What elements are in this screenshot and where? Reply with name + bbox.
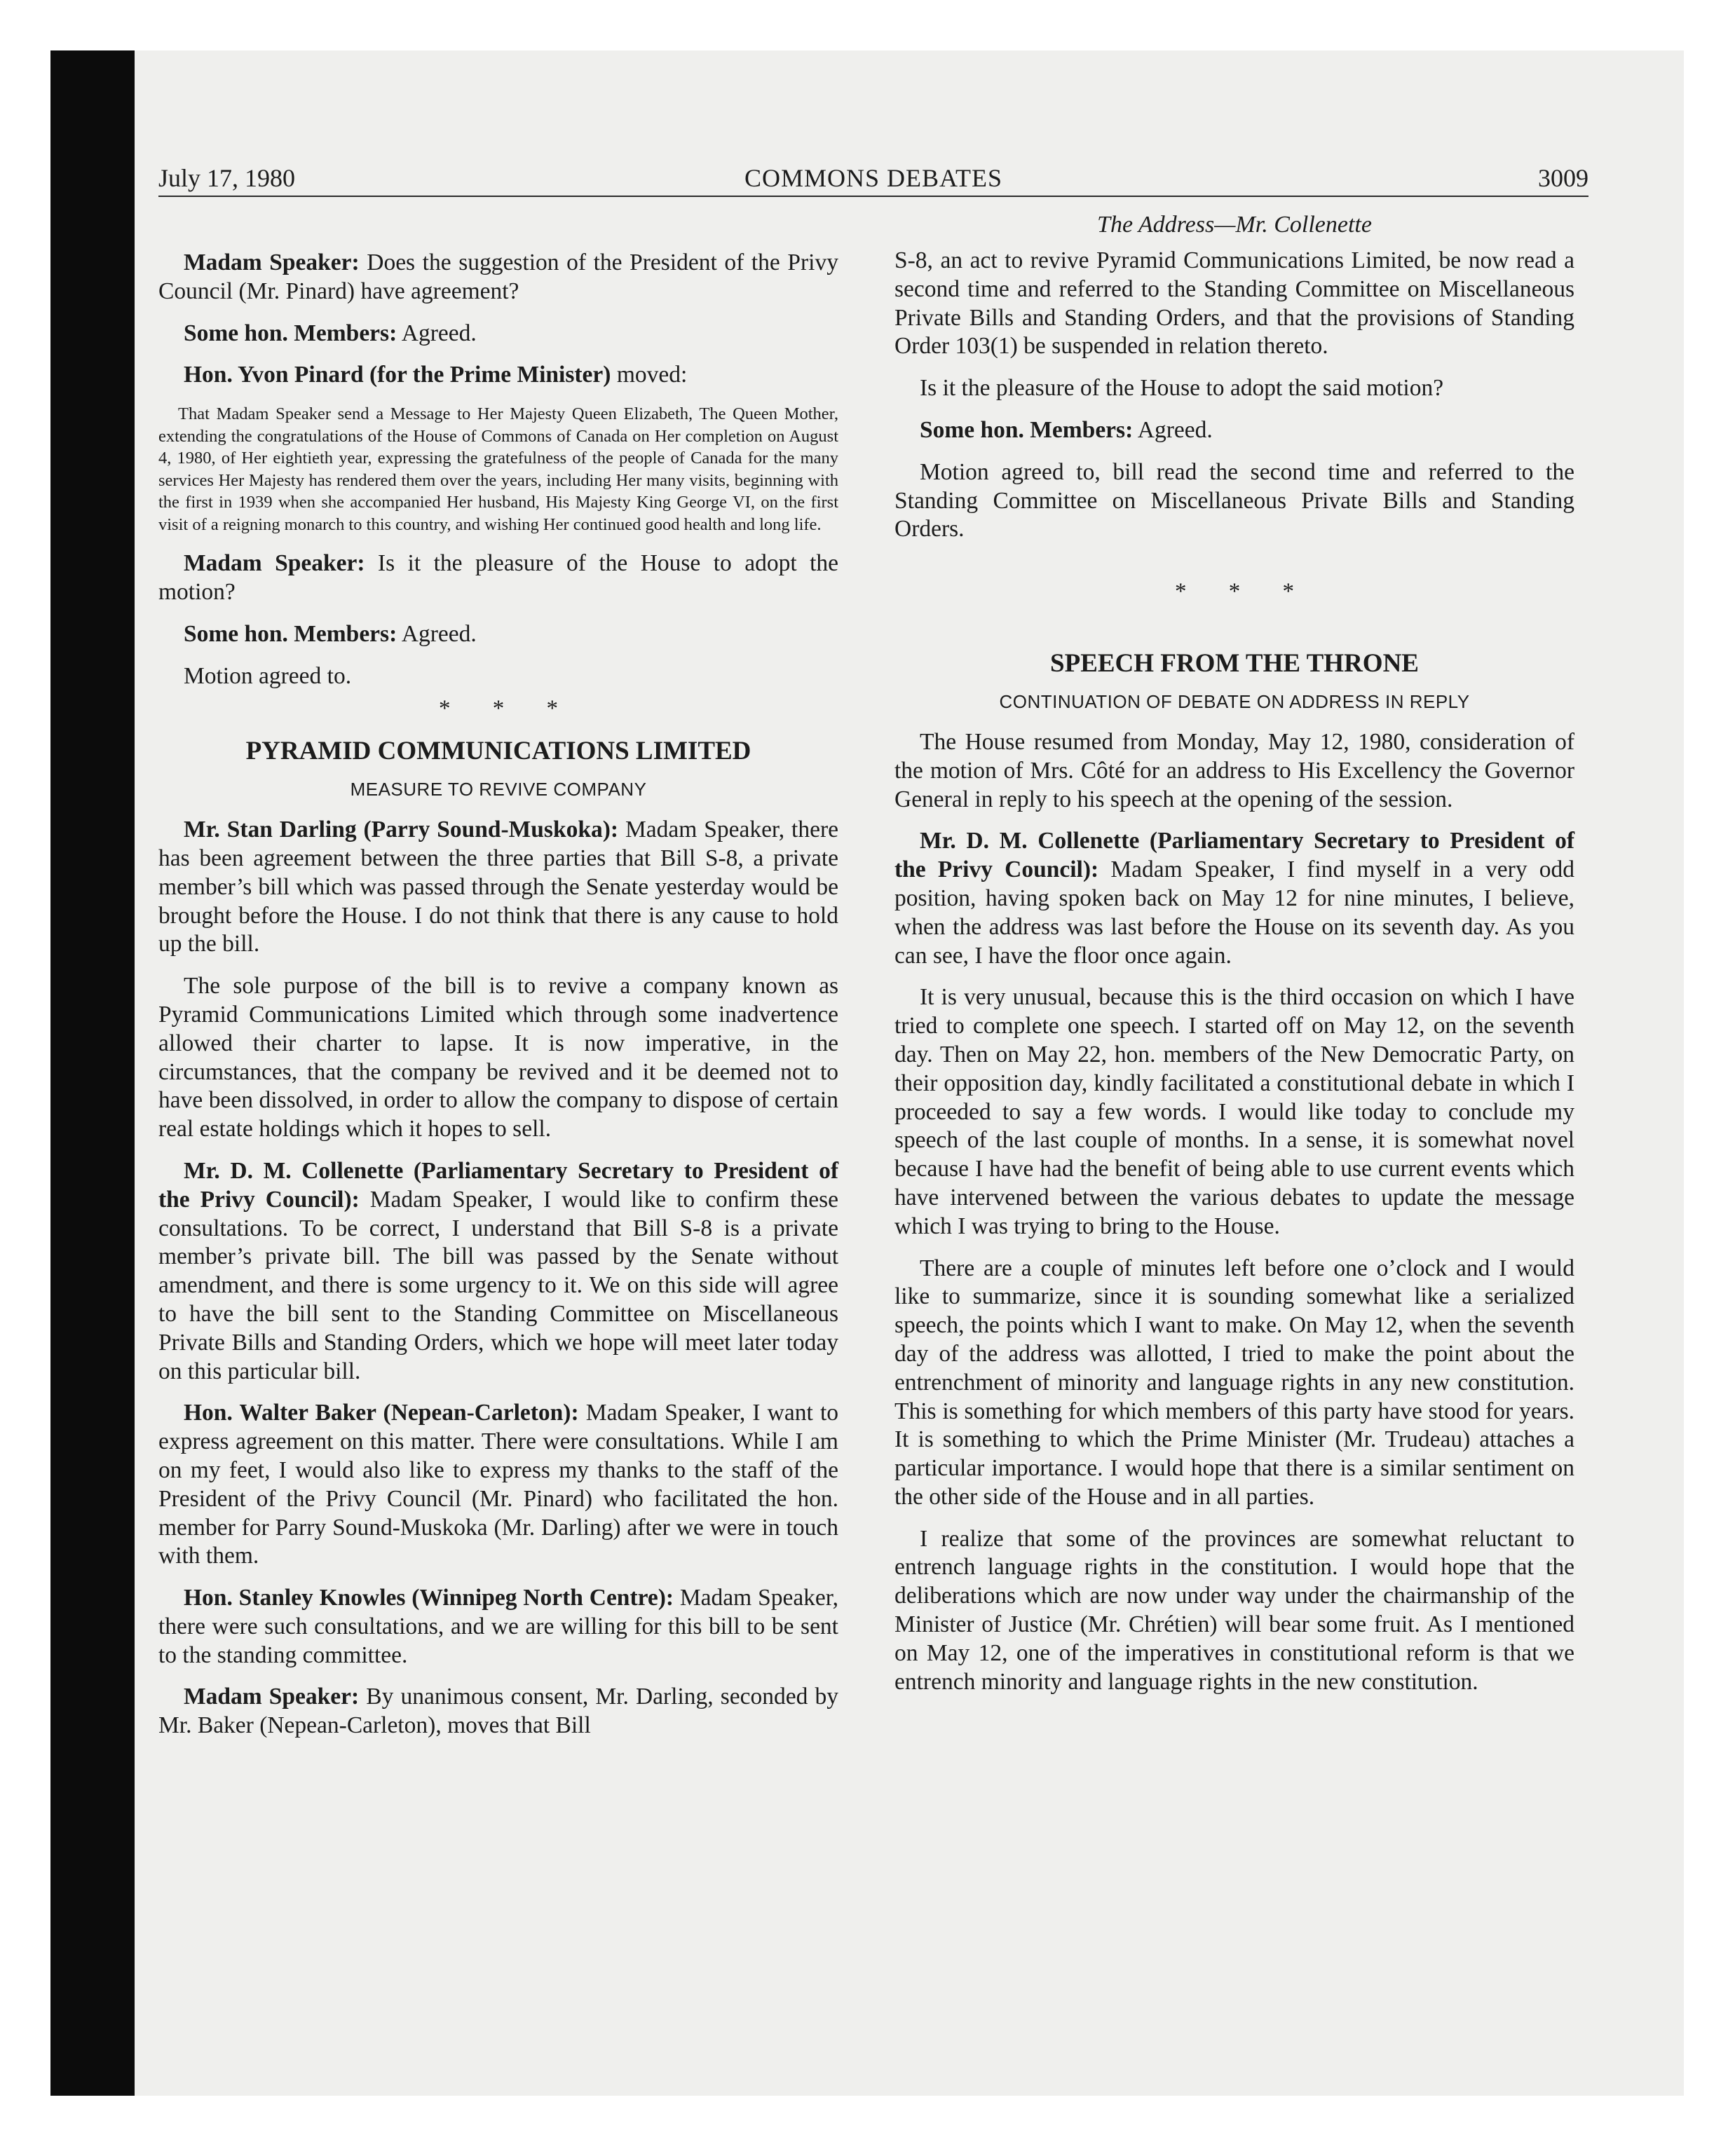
paragraph: The sole purpose of the bill is to revive a company known as Pyramid Communications Limited which through some inadvertence allowed their charter to lapse. It is now imperative, in the circumstances, that the company be revived and it be deemed not to have been dissolved, in order to allow the company to dispose of certain real estate holdings which it hopes to sell. bbox=[158, 973, 838, 1142]
speaker-name: Madam Speaker: bbox=[184, 250, 360, 275]
paragraph: Is it the pleasure of the House to adopt the said motion? bbox=[920, 375, 1444, 402]
left-column bbox=[158, 210, 838, 1754]
running-head: The Address—Mr. Collenette bbox=[1097, 212, 1372, 238]
page-number: 3009 bbox=[1538, 164, 1588, 192]
section-subtitle: MEASURE TO REVIVE COMPANY bbox=[350, 779, 647, 800]
speaker-name: Mr. D. M. Collenette (Parliamentary Secretary to President of the Privy Council): bbox=[894, 828, 1574, 883]
binding-edge bbox=[50, 50, 135, 2096]
motion-quote: That Madam Speaker send a Message to Her Majesty Queen Elizabeth, The Queen Mother, extending the congratulations of the House of Commons of Canada on Her completion on August 4, 1980, of Her eightieth year, expressing the gratefulness of the people of Canada for the many services Her Majesty has rendered them over the years, including Her many visits, beginning with the first in 1939 when she accompanied Her husband, His Majesty King George VI, on the first visit of a reigning monarch to this country, and wishing Her continued good health and long life. bbox=[158, 404, 838, 534]
section-divider: * * * bbox=[1175, 579, 1312, 605]
right-column bbox=[894, 210, 1574, 1710]
speaker-name: Mr. Stan Darling (Parry Sound-Muskoka): bbox=[184, 817, 619, 843]
speaker-name: Some hon. Members: bbox=[184, 620, 397, 647]
paragraph: S-8, an act to revive Pyramid Communications Limited, be now read a second time and referred to the Standing Committee on Miscellaneous Private Bills and Standing Orders, and that the provisions of Standing Order 103(1) be suspended in relation thereto. bbox=[894, 247, 1574, 360]
paragraph: The House resumed from Monday, May 12, 1980, consideration of the motion of Mrs. Côté for an address to His Excellency the Governor General in reply to his speech at the opening of the session. bbox=[894, 728, 1574, 812]
speaker-name: Hon. Yvon Pinard (for the Prime Minister) bbox=[184, 362, 611, 388]
section-title: PYRAMID COMMUNICATIONS LIMITED bbox=[245, 737, 751, 766]
speaker-name: Madam Speaker: bbox=[184, 1684, 360, 1710]
paragraph: Motion agreed to. bbox=[184, 662, 352, 689]
paragraph: Hon. Stanley Knowles (Winnipeg North Centre): Madam Speaker, there were such consultations, and we are willing for this bill to be sent to the standing committee. bbox=[158, 1585, 838, 1668]
paragraph: It is very unusual, because this is the third occasion on which I have tried to complete one speech. I started off on May 12, on the seventh day. Then on May 22, hon. members of the New Democratic Party, on their opposition day, kindly facilitated a constitutional debate in which I proceeded to say a few words. I would like today to conclude my speech of the last couple of months. In a sense, it is somewhat novel because I have had the benefit of being able to use current events which have intervened between the various debates to update the message which I was trying to bring to the House. bbox=[894, 984, 1574, 1239]
paragraph: Hon. Yvon Pinard (for the Prime Minister) moved: bbox=[184, 362, 688, 388]
paragraph: Some hon. Members: Agreed. bbox=[184, 620, 477, 647]
paragraph: Hon. Walter Baker (Nepean-Carleton): Madam Speaker, I want to express agreement on this matter. There were consultations. While I am on my feet, I would also like to express my thanks to the staff of the President of the Privy Council (Mr. Pinard) who facilitated the hon. member for Parry Sound-Muskoka (Mr. Darling) after we were in touch with them. bbox=[158, 1400, 838, 1569]
paragraph: I realize that some of the provinces are somewhat reluctant to entrench language rights in the constitution. I would hope that the deliberations which are now under way under the chairmanship of the Minister of Justice (Mr. Chrétien) will bear some fruit. As I mentioned on May 12, one of the imperatives in constitutional reform is that we entrench minority and language rights in the new constitution. bbox=[894, 1525, 1574, 1695]
section-title: SPEECH FROM THE THRONE bbox=[1050, 648, 1419, 678]
header-title: COMMONS DEBATES bbox=[744, 164, 1003, 192]
speaker-name: Madam Speaker: bbox=[184, 550, 365, 577]
paragraph: Some hon. Members: Agreed. bbox=[920, 416, 1213, 443]
speaker-name: Hon. Walter Baker (Nepean-Carleton): bbox=[184, 1400, 579, 1426]
page-header bbox=[158, 163, 1588, 193]
speaker-name: Some hon. Members: bbox=[920, 416, 1134, 443]
paragraph: Some hon. Members: Agreed. bbox=[184, 320, 477, 346]
paragraph: Motion agreed to, bill read the second time and referred to the Standing Committee on Miscellaneous Private Bills and Standing Orders. bbox=[894, 458, 1574, 543]
section-divider: * * * bbox=[439, 696, 576, 722]
paragraph: Mr. D. M. Collenette (Parliamentary Secretary to President of the Privy Council): Madam Speaker, I would like to confirm these consultations. To be correct, I understand that Bill S-8 is a private member’s private bill. The bill was passed by the Senate without amendment, and there is some urgency to it. We on this side will agree to have the bill sent to the Standing Committee on Miscellaneous Private Bills and Standing Orders, which we hope will meet later today on this particular bill. bbox=[158, 1157, 839, 1384]
paragraph: Madam Speaker: Is it the pleasure of the House to adopt the motion? bbox=[158, 550, 838, 605]
header-date: July 17, 1980 bbox=[158, 164, 296, 192]
paragraph: There are a couple of minutes left before one o’clock and I would like to summarize, since it is sounding somewhat like a serialized speech, the points which I want to make. On May 12, when the seventh day of the address was allotted, I tried to make the point about the entrenchment of minority and language rights in any new constitution. This is something for which members of this party have stood for years. It is something to which the Prime Minister (Mr. Trudeau) attaches a particular importance. I would hope that there is a similar sentiment on the other side of the House and in all parties. bbox=[894, 1255, 1574, 1510]
speaker-name: Mr. D. M. Collenette (Parliamentary Secretary to President of the Privy Council): bbox=[158, 1157, 838, 1213]
header-rule bbox=[158, 196, 1588, 197]
paragraph: Mr. Stan Darling (Parry Sound-Muskoka): Madam Speaker, there has been agreement between the three parties that Bill S-8, a private member’s bill which was passed through the Senate yesterday would be brought before the House. I do not think that there is any cause to hold up the bill. bbox=[158, 817, 838, 957]
paragraph: Mr. D. M. Collenette (Parliamentary Secretary to President of the Privy Council): Madam Speaker, I find myself in a very odd position, having spoken back on May 12 for nine minutes, I believe, when the address was last before the House on its seventh day. As you can see, I have the floor once again. bbox=[894, 828, 1574, 969]
paragraph: Madam Speaker: By unanimous consent, Mr. Darling, seconded by Mr. Baker (Nepean-Carleton), moves that Bill bbox=[158, 1684, 838, 1739]
speaker-name: Some hon. Members: bbox=[184, 320, 397, 346]
paragraph: Madam Speaker: Does the suggestion of the President of the Privy Council (Mr. Pinard) have agreement? bbox=[158, 250, 838, 304]
section-subtitle: CONTINUATION OF DEBATE ON ADDRESS IN REPLY bbox=[999, 690, 1470, 712]
speaker-name: Hon. Stanley Knowles (Winnipeg North Centre): bbox=[184, 1585, 674, 1611]
